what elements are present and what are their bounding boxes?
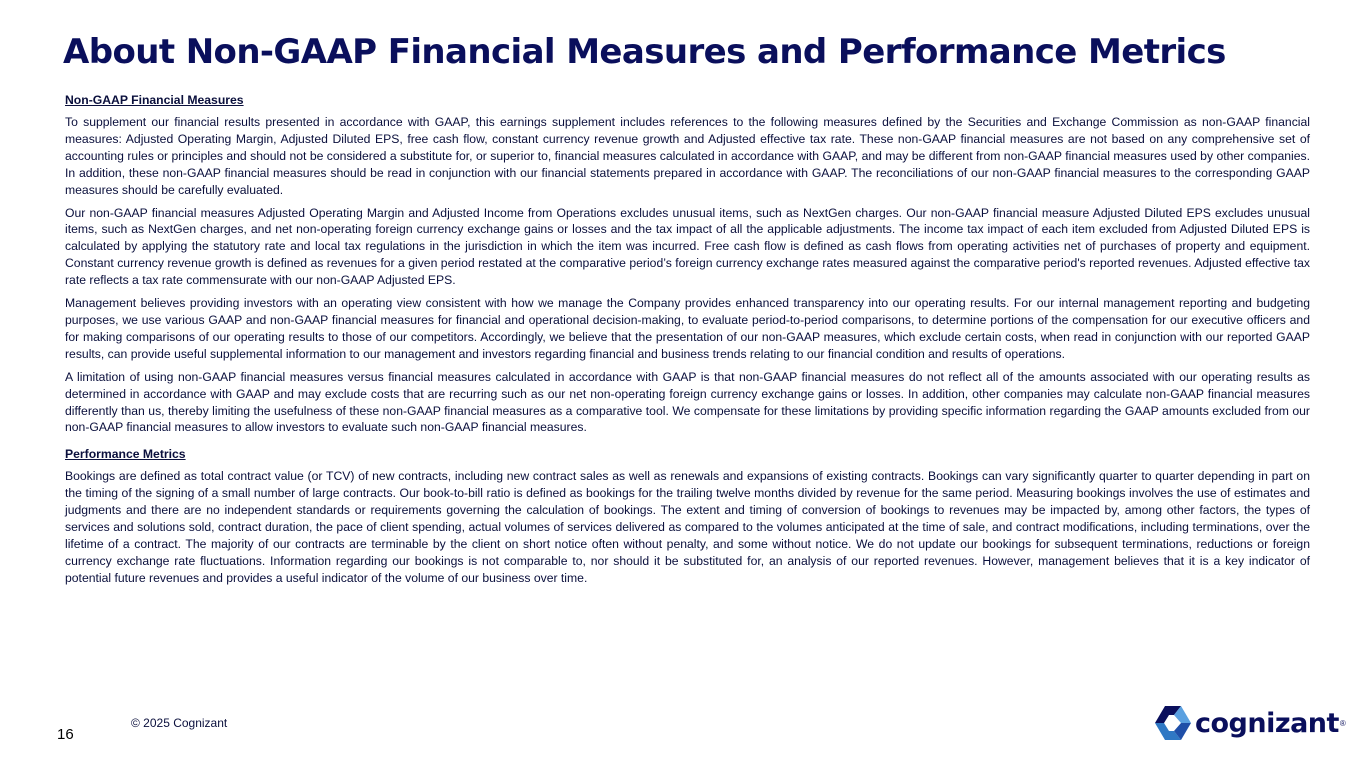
paragraph: A limitation of using non-GAAP financial measures versus financial measures calculated in accordance with GAAP is that non-GAAP financial measures do not reflect all of the amounts associated with our operating results as determined in accordance with GAAP and may exclude costs that are recurring such as our net non-operating foreign currency exchange gains or losses. In addition, other companies may calculate non-GAAP financial measures differently than us, thereby limiting the usefulness of these non-GAAP financial measures as a comparative tool. We compensate for these limitations by providing specific information regarding the GAAP amounts excluded from our non-GAAP financial measures to allow investors to evaluate such non-GAAP financial measures. xyxy=(65,369,1310,435)
copyright-notice: © 2025 Cognizant xyxy=(131,716,228,730)
registered-mark: ® xyxy=(1339,718,1346,728)
paragraph: Management believes providing investors with an operating view consistent with how we manage the Company provides enhanced transparency into our operating results. For our internal management reporting and budgeting purposes, we use various GAAP and non-GAAP financial measures for financial and operational decision-making, to evaluate period-to-period comparisons, to determine portions of the compensation for our executive officers and for making comparisons of our operating results to those of our competitors. Accordingly, we believe that the presentation of our non-GAAP measures, which exclude certain costs, when read in conjunction with our reported GAAP results, can provide useful supplemental information to our management and investors regarding financial and business trends relating to our financial condition and results of operations. xyxy=(65,296,1310,361)
cognizant-logo[interactable] xyxy=(1155,706,1346,740)
page-number: 16 xyxy=(57,726,74,743)
cognizant-logo-icon xyxy=(1155,706,1191,740)
paragraph: Our non-GAAP financial measures Adjusted Operating Margin and Adjusted Income from Operations excludes unusual items, such as NextGen charges. Our non-GAAP financial measure Adjusted Diluted EPS excludes unusual items, such as NextGen charges, and net non-operating foreign currency exchange gains or losses and the tax impact of all the applicable adjustments. The income tax impact of each item excluded from Adjusted Diluted EPS is calculated by applying the statutory rate and local tax regulations in the jurisdiction in which the item was incurred. Free cash flow is defined as cash flows from operating activities net of purchases of property and equipment. Constant currency revenue growth is defined as revenues for a given period restated at the comparative period’s foreign currency exchange rates measured against the comparative period's reported revenues. Adjusted effective tax rate reflects a tax rate commensurate with our non-GAAP Adjusted EPS. xyxy=(65,205,1310,288)
page-title: About Non-GAAP Financial Measures and Performance Metrics xyxy=(63,32,1226,72)
section-heading-non-gaap: Non-GAAP Financial Measures xyxy=(65,93,244,107)
main-content xyxy=(65,92,1310,593)
section-heading-performance: Performance Metrics xyxy=(65,447,186,462)
logo-wordmark: cognizant xyxy=(1195,707,1339,739)
paragraph: To supplement our financial results presented in accordance with GAAP, this earnings supplement includes references to the following measures defined by the Securities and Exchange Commission as non-GAAP financial measures: Adjusted Operating Margin, Adjusted Diluted EPS, free cash flow, constant currency revenue growth and Adjusted effective tax rate. These non-GAAP financial measures are not based on any comprehensive set of accounting rules or principles and should not be considered a substitute for, or superior to, financial measures calculated in accordance with GAAP, and may be different from non-GAAP financial measures used by other companies. In addition, these non-GAAP financial measures should be read in conjunction with our financial statements prepared in accordance with GAAP. The reconciliations of our non-GAAP financial measures to the corresponding GAAP measures should be carefully evaluated. xyxy=(65,115,1310,197)
paragraph: Bookings are defined as total contract value (or TCV) of new contracts, including new contract sales as well as renewals and expansions of existing contracts. Bookings can vary significantly quarter to quarter depending in part on the timing of the signing of a small number of large contracts. Our book-to-bill ratio is defined as bookings for the trailing twelve months divided by revenue for the same period. Measuring bookings involves the use of estimates and judgments and there are no independent standards or requirements governing the calculation of bookings. The extent and timing of conversion of bookings to revenues may be impacted by, among other factors, the types of services and solutions sold, contract duration, the pace of client spending, actual volumes of services delivered as compared to the volumes anticipated at the time of sale, and contract modifications, including terminations, over the lifetime of a contract. The majority of our contracts are terminable by the client on short notice often without penalty, and some without notice. We do not update our bookings for subsequent terminations, reductions or foreign currency exchange rate fluctuations. Information regarding our bookings is not comparable to, nor should it be substituted for, an analysis of our reported revenues. However, management believes that it is a key indicator of potential future revenues and provides a useful indicator of the volume of our business over time. xyxy=(65,469,1310,585)
